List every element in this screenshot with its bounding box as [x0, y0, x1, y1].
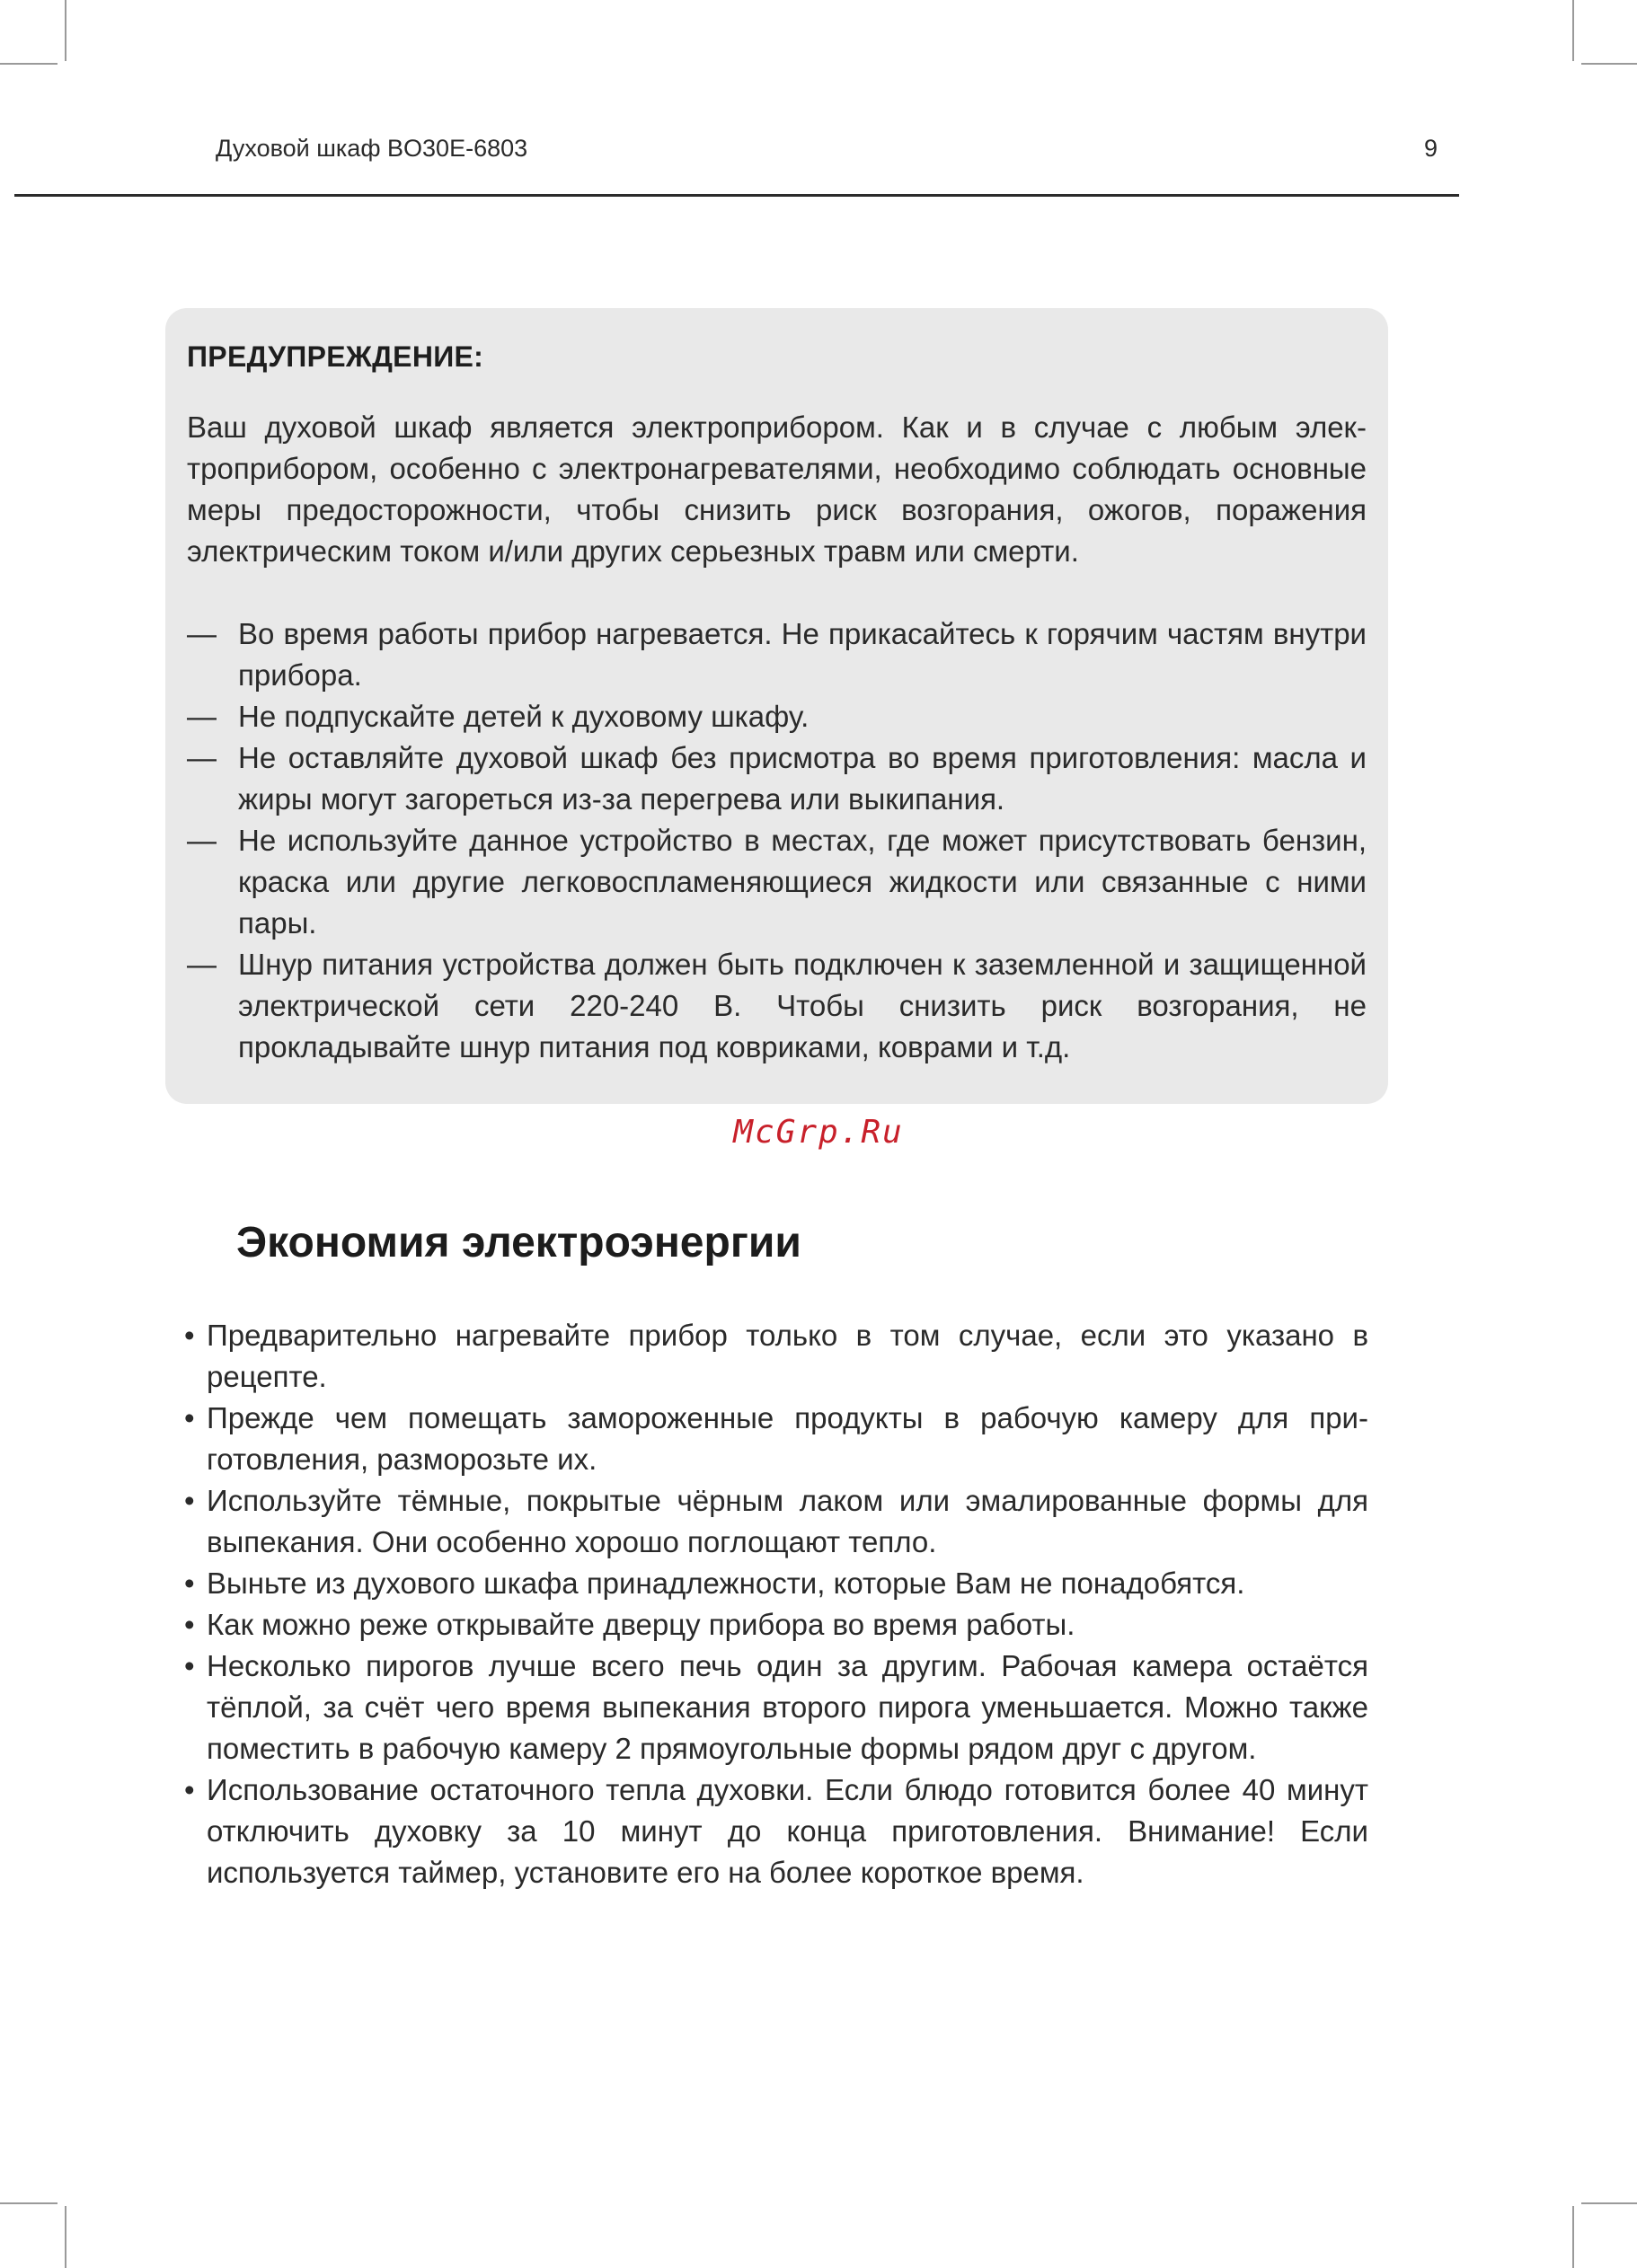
crop-mark-top-right-h [1581, 63, 1637, 65]
list-item-text: Использование остаточного тепла духовки. Если блюдо готовится более 40 минут отключить духовку за 10 минут до конца приготовления. Внимание! Если используется таймер, установите его на более короткое время. [207, 1773, 1368, 1889]
warning-intro: Ваш духовой шкаф является электроприбором. Как и в случае с любым электроприбором, особенно с электронагревателями, необходимо соблюдать основные меры предосторожности, чтобы снизить риск возгорания, ожогов, поражения электрическим током и/или других серьезных травм или смерти. [187, 410, 1367, 568]
section-title: Экономия электроэнергии [236, 1219, 801, 1266]
warning-list-item [187, 696, 1367, 737]
page-number: 9 [1423, 135, 1438, 162]
crop-mark-top-right [1572, 0, 1574, 61]
dash-marker: — [187, 824, 217, 857]
bullet-marker: • [184, 1608, 195, 1641]
watermark-link[interactable]: McGrp.Ru [733, 1114, 904, 1151]
warning-item-text: Не используйте данное устройство в местах, где может присутствовать бензин, краска или другие легковоспламеняющиеся жидкости или связанные с ними пары. [238, 824, 1367, 940]
dash-marker: — [187, 948, 217, 981]
list-item-text: Выньте из духового шкафа принадлежности, которые Вам не понадобятся. [207, 1566, 1245, 1600]
list-item [184, 1646, 1368, 1769]
warning-list-item [187, 613, 1367, 696]
bullet-marker: • [184, 1773, 195, 1806]
bullet-marker: • [184, 1484, 195, 1517]
warning-item-text: Во время работы прибор нагревается. Не прикасайтесь к горячим частям внутри прибора. [238, 617, 1367, 692]
bullet-marker: • [184, 1566, 195, 1600]
warning-box [165, 308, 1388, 1104]
list-item [184, 1398, 1368, 1480]
list-item-text: Используйте тёмные, покрытые чёрным лаком или эмалированные формы для выпекания. Они особенно хорошо поглощают тепло. [207, 1484, 1368, 1558]
crop-mark-bottom-right-h [1581, 2202, 1637, 2204]
crop-mark-bottom-left [65, 2206, 66, 2268]
warning-item-text: Не подпускайте детей к духовому шкафу. [238, 700, 810, 733]
warning-item-text: Не оставляйте духовой шкаф без присмотра во время приготовления: масла и жиры могут загореться из-за перегрева или выкипания. [238, 741, 1367, 816]
list-item [184, 1563, 1368, 1604]
list-item-text: Предварительно нагревайте прибор только в том случае, если это указано в рецепте. [207, 1319, 1368, 1393]
dash-marker: — [187, 700, 217, 733]
crop-mark-bottom-right [1572, 2206, 1574, 2268]
bullet-marker: • [184, 1401, 195, 1434]
dash-marker: — [187, 741, 217, 774]
warning-list-item [187, 944, 1367, 1068]
bullet-marker: • [184, 1649, 195, 1682]
header-divider [14, 194, 1459, 197]
bullet-marker: • [184, 1319, 195, 1352]
list-item [184, 1604, 1368, 1646]
list-item [184, 1480, 1368, 1563]
warning-list [187, 613, 1367, 1068]
crop-mark-top-left [65, 0, 66, 61]
list-item [184, 1315, 1368, 1398]
energy-tips-list [184, 1315, 1368, 1893]
warning-item-text: Шнур питания устройства должен быть подключен к заземленной и защищенной электрической сети 220-240 В. Чтобы снизить риск возгорания, не прокладывайте шнур питания под ковриками, коврами и т.д. [238, 948, 1367, 1063]
header-title: Духовой шкаф BO30E-6803 [216, 135, 528, 162]
crop-mark-bottom-left-h [0, 2202, 58, 2204]
list-item-text: Несколько пирогов лучше всего печь один за другим. Рабочая камера остаётся тёплой, за счёт чего время выпекания второго пирога уменьшается. Можно также поместить в рабочую камеру 2 прямоугольные формы рядом друг с другом. [207, 1649, 1368, 1765]
list-item [184, 1769, 1368, 1893]
list-item-text: Как можно реже открывайте дверцу прибора во время работы. [207, 1608, 1075, 1641]
warning-list-item [187, 737, 1367, 820]
dash-marker: — [187, 617, 217, 650]
warning-title: ПРЕДУПРЕЖДЕНИЕ: [187, 340, 484, 373]
crop-mark-top-left-h [0, 63, 58, 65]
list-item-text: Прежде чем помещать замороженные продукты в рабочую камеру для приготовления, разморозьте их. [207, 1401, 1368, 1476]
warning-list-item [187, 820, 1367, 944]
